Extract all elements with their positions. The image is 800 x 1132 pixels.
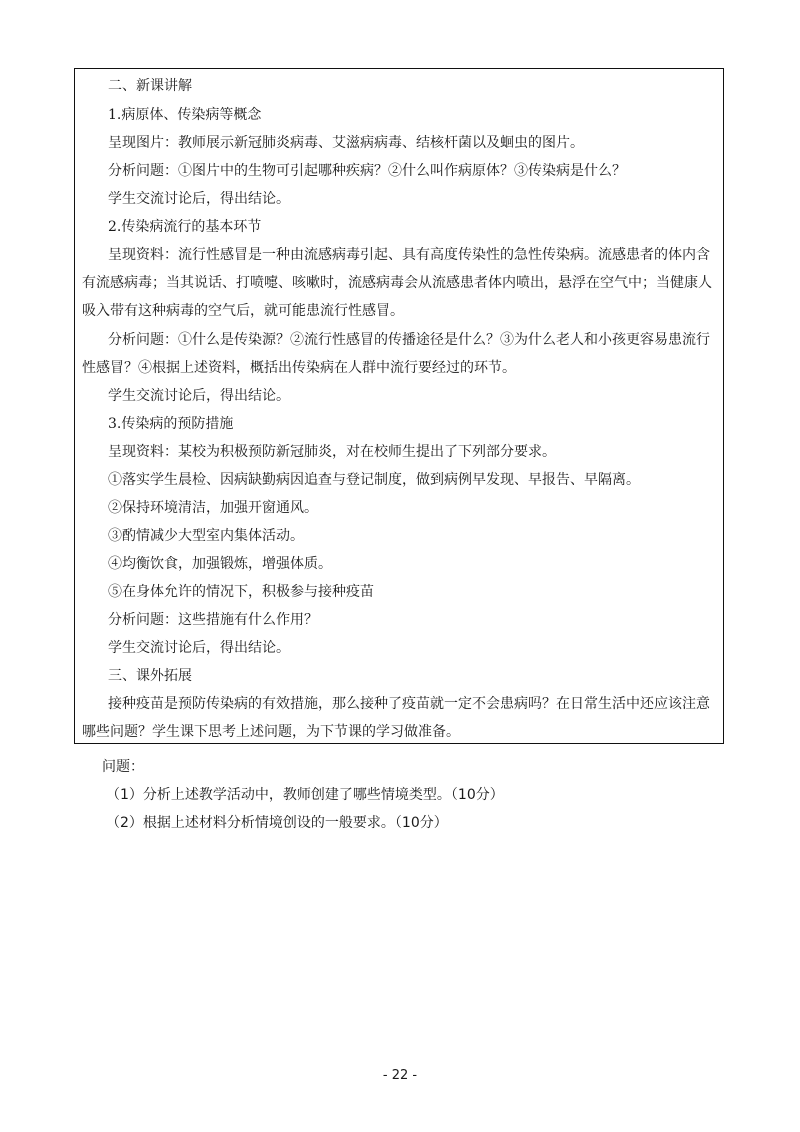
- part1-questions: 分析问题：①图片中的生物可引起哪种疾病？②什么叫作病原体？③传染病是什么？: [108, 163, 626, 179]
- extension-line2: 哪些问题？学生课下思考上述问题，为下节课的学习做准备。: [82, 724, 460, 740]
- questions-heading: 问题：: [102, 759, 144, 775]
- question-2: （2）根据上述材料分析情境创设的一般要求。（10分）: [106, 815, 448, 831]
- part2-title: 2.传染病流行的基本环节: [108, 219, 262, 235]
- question-1: （1）分析上述教学活动中，教师创建了哪些情境类型。（10分）: [106, 787, 504, 803]
- extension-line1: 接种疫苗是预防传染病的有效措施，那么接种了疫苗就一定不会患病吗？在日常生活中还应该注意: [108, 696, 710, 712]
- part3-item-3: ③酌情减少大型室内集体活动。: [108, 528, 304, 544]
- part3-item-5: ⑤在身体允许的情况下，积极参与接种疫苗: [108, 584, 374, 600]
- part2-material-line3: 吸入带有这种病毒的空气后，就可能患流行性感冒。: [82, 303, 404, 319]
- part3-item-4: ④均衡饮食，加强锻炼，增强体质。: [108, 556, 332, 572]
- part2-conclusion: 学生交流讨论后，得出结论。: [108, 388, 290, 404]
- part3-questions: 分析问题：这些措施有什么作用？: [108, 612, 318, 628]
- part2-questions-line2: 性感冒？④根据上述资料，概括出传染病在人群中流行要经过的环节。: [82, 360, 516, 376]
- part3-material: 呈现资料：某校为积极预防新冠肺炎，对在校师生提出了下列部分要求。: [108, 444, 556, 460]
- part3-item-2: ②保持环境清洁，加强开窗通风。: [108, 500, 318, 516]
- part2-questions-line1: 分析问题：①什么是传染源？②流行性感冒的传播途径是什么？③为什么老人和小孩更容易患流行: [108, 332, 710, 348]
- part1-show-pictures: 呈现图片：教师展示新冠肺炎病毒、艾滋病病毒、结核杆菌以及蛔虫的图片。: [108, 135, 584, 151]
- part1-conclusion: 学生交流讨论后，得出结论。: [108, 191, 290, 207]
- part1-title: 1.病原体、传染病等概念: [108, 107, 262, 123]
- part3-item-1: ①落实学生晨检、因病缺勤病因追查与登记制度，做到病例早发现、早报告、早隔离。: [108, 472, 640, 488]
- part3-title: 3.传染病的预防措施: [108, 416, 234, 432]
- page-number: - 22 -: [382, 1068, 418, 1083]
- part2-material-line1: 呈现资料：流行性感冒是一种由流感病毒引起、具有高度传染性的急性传染病。流感患者的体内含: [108, 247, 710, 263]
- section-heading-new-lesson: 二、新课讲解: [108, 78, 192, 94]
- section-heading-extension: 三、课外拓展: [108, 668, 192, 684]
- part3-conclusion: 学生交流讨论后，得出结论。: [108, 640, 290, 656]
- part2-material-line2: 有流感病毒；当其说话、打喷嚏、咳嗽时，流感病毒会从流感患者体内喷出，悬浮在空气中；当健康人: [82, 275, 712, 291]
